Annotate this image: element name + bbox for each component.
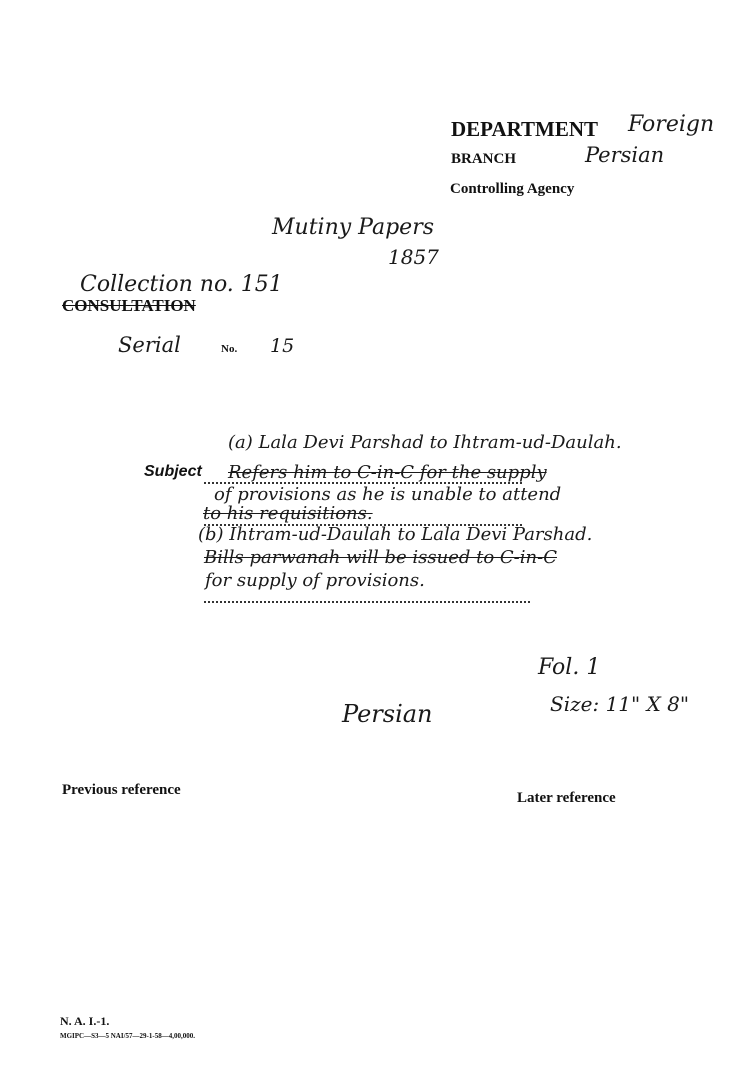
- branch-value: Persian: [585, 143, 665, 167]
- consultation-label: CONSULTATION: [62, 296, 196, 315]
- subject-line-3: of provisions as he is unable to attend: [214, 484, 562, 505]
- no-value: 15: [270, 335, 295, 357]
- serial-handwritten: Serial: [118, 333, 181, 357]
- subject-line-4: to his requisitions.: [203, 503, 373, 524]
- previous-reference-label: Previous reference: [62, 782, 181, 798]
- subject-line-2: Refers him to C-in-C for the supply: [228, 462, 547, 483]
- footer-print-line: MGIPC—S3—5 NAI/57—29-1-58—4,00,000.: [60, 1032, 195, 1040]
- subject-line-7: for supply of provisions.: [205, 570, 425, 591]
- branch-label: BRANCH: [451, 151, 517, 167]
- title-note-line2: 1857: [388, 245, 439, 269]
- collection-number: Collection no. 151: [80, 272, 283, 297]
- footer-code: N. A. I.-1.: [60, 1014, 110, 1028]
- department-label: DEPARTMENT: [451, 117, 599, 141]
- controlling-agency-label: Controlling Agency: [450, 181, 575, 197]
- title-note-line1: Mutiny Papers: [272, 215, 435, 240]
- later-reference-label: Later reference: [517, 790, 616, 806]
- subject-line-6: Bills parwanah will be issued to C-in-C: [204, 547, 557, 568]
- folio-number: Fol. 1: [538, 655, 601, 680]
- subject-dotted-line-3: [204, 601, 530, 603]
- department-value: Foreign: [628, 112, 715, 137]
- no-label: No.: [221, 343, 238, 355]
- language-note: Persian: [342, 700, 433, 728]
- subject-label: Subject: [144, 463, 202, 480]
- subject-line-1: (a) Lala Devi Parshad to Ihtram-ud-Daulah.: [228, 432, 622, 453]
- folio-size: Size: 11" X 8": [550, 692, 690, 716]
- subject-line-5: (b) Ihtram-ud-Daulah to Lala Devi Parshad.: [198, 524, 593, 545]
